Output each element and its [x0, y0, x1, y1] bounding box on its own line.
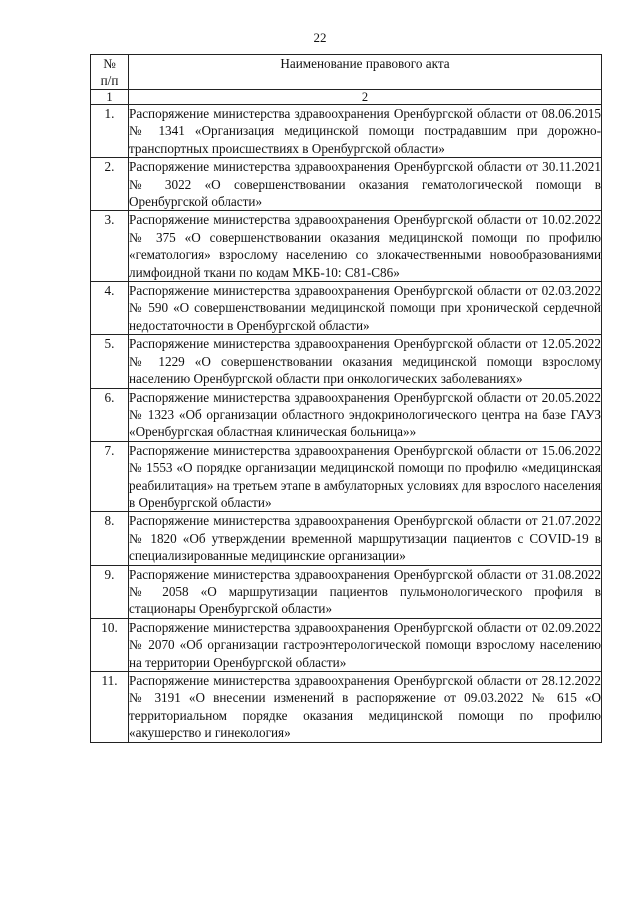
- row-number: 7.: [91, 441, 129, 512]
- number-column-header: [91, 55, 129, 90]
- table-row: [91, 211, 602, 282]
- row-act-text: Распоряжение министерства здравоохранения Оренбургской области от 30.11.2021 № 3022 «О совершенствовании оказания гематологической помощи в Оренбургской области»: [129, 159, 601, 210]
- table-row: [91, 105, 602, 158]
- table-row: [91, 335, 602, 388]
- row-number: 1.: [91, 105, 129, 158]
- table-row: [91, 441, 602, 512]
- page-number: 22: [313, 30, 327, 45]
- table-row: [91, 158, 602, 211]
- row-number: 8.: [91, 512, 129, 565]
- row-act-text: Распоряжение министерства здравоохранения Оренбургской области от 02.03.2022 № 590 «О совершенствовании медицинской помощи при хронической сердечной недостаточности в Оренбургской области»: [129, 283, 601, 333]
- table-row: [91, 282, 602, 335]
- row-act-text: Распоряжение министерства здравоохранения Оренбургской области от 31.08.2022 № 2058 «О маршрутизации пациентов пульмонологического профиля в стационары Оренбургской области»: [129, 566, 601, 617]
- table-header-row: [91, 55, 602, 90]
- row-act-text: Распоряжение министерства здравоохранения Оренбургской области от 28.12.2022 № 3191 «О внесении изменений в распоряжение от 09.03.2022 № 615 «О территориальном порядке оказания медицинской помощи по профилю «акушерство и гинекология»: [129, 673, 601, 741]
- number-header-line2: п/п: [100, 73, 119, 88]
- number-header-line1: №: [103, 56, 116, 71]
- row-number: 3.: [91, 211, 129, 282]
- column-index-row: [91, 90, 602, 105]
- name-column-header: Наименование правового акта: [129, 55, 602, 90]
- legal-acts-table: [90, 54, 602, 743]
- row-number: 2.: [91, 158, 129, 211]
- row-act-text: Распоряжение министерства здравоохранения Оренбургской области от 20.05.2022 № 1323 «Об организации областного эндокринологического центра на базе ГАУЗ «Оренбургская областная клиническая больница»»: [129, 389, 601, 440]
- row-act-text: Распоряжение министерства здравоохранения Оренбургской области от 08.06.2015 № 1341 «Организация медицинской помощи пострадавшим при дорожно-транспортных происшествиях в Оренбургской области»: [129, 106, 601, 156]
- column-index-1: 1: [91, 90, 129, 105]
- table-row: [91, 565, 602, 618]
- row-act-text: Распоряжение министерства здравоохранения Оренбургской области от 12.05.2022 № 1229 «О совершенствовании оказания медицинской помощи взрослому населению Оренбургской области при онкологических заболеваниях»: [129, 336, 601, 387]
- row-act-text: Распоряжение министерства здравоохранения Оренбургской области от 02.09.2022 № 2070 «Об организации гастроэнтерологической помощи взрослому населению на территории Оренбургской области»: [129, 619, 601, 670]
- table-row: [91, 672, 602, 743]
- row-number: 10.: [91, 618, 129, 671]
- table-row: [91, 512, 602, 565]
- row-number: 5.: [91, 335, 129, 388]
- row-number: 6.: [91, 388, 129, 441]
- row-number: 11.: [91, 672, 129, 743]
- row-act-text: Распоряжение министерства здравоохранения Оренбургской области от 10.02.2022 № 375 «О совершенствовании оказания медицинской помощи по профилю «гематология» взрослому населению со злокачественными новообразованиями лимфоидной ткани по кодам МКБ-10: С81-С86»: [129, 212, 601, 280]
- column-index-2: 2: [129, 90, 602, 105]
- row-number: 4.: [91, 282, 129, 335]
- table-row: [91, 618, 602, 671]
- table-row: [91, 388, 602, 441]
- row-number: 9.: [91, 565, 129, 618]
- row-act-text: Распоряжение министерства здравоохранения Оренбургской области от 15.06.2022 № 1553 «О порядке организации медицинской помощи по профилю «медицинская реабилитация» на третьем этапе в амбулаторных условиях для взрослого населения в Оренбургской области»: [129, 442, 601, 510]
- row-act-text: Распоряжение министерства здравоохранения Оренбургской области от 21.07.2022 № 1820 «Об утверждении временной маршрутизации пациентов с COVID-19 в специализированные медицинские организации»: [129, 513, 601, 564]
